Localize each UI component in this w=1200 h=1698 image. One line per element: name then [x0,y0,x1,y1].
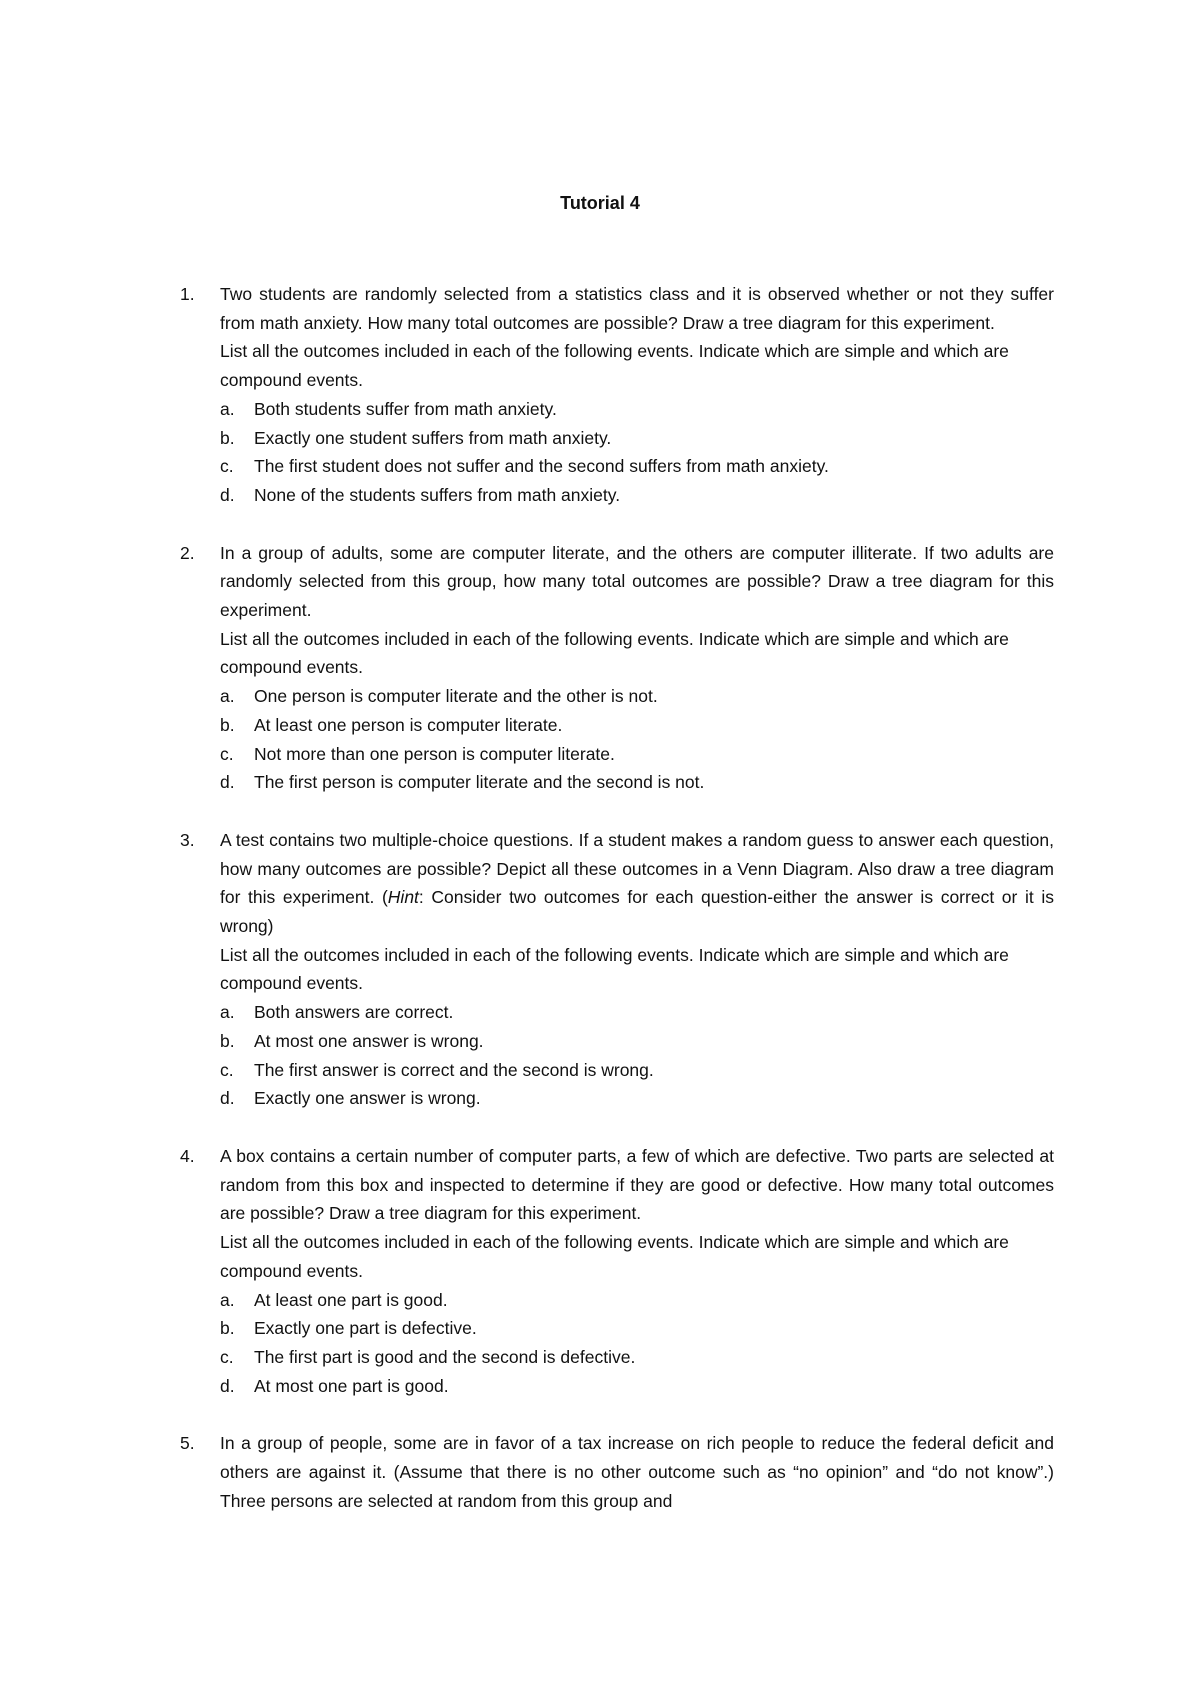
sub-question-letter: d. [220,1088,235,1109]
question-number: 5. [180,1433,195,1454]
question-instruction: List all the outcomes included in each of the following events. Indicate which are simple and which are compound events. [220,341,1009,391]
question-list [180,280,1054,1544]
sub-question-text: The first person is computer literate and the second is not. [254,772,705,793]
sub-question-list [220,998,1054,1113]
question-1 [180,280,1054,510]
question-2 [180,539,1054,797]
sub-question-text: None of the students suffers from math anxiety. [254,484,621,505]
sub-question-text: At most one answer is wrong. [254,1030,484,1051]
sub-question-letter: d. [220,772,235,793]
question-3 [180,826,1054,1113]
sub-question [220,740,1054,769]
question-text: A box contains a certain number of computer parts, a few of which are defective. Two parts are selected at random from this box and inspected to determine if they are good or defective. How many total outcomes are possible? Draw a tree diagram for this experiment. [220,1145,1054,1224]
sub-question-letter: a. [220,398,235,419]
sub-question-text: Not more than one person is computer literate. [254,743,615,764]
sub-question-text: Both answers are correct. [254,1002,454,1023]
page-title: Tutorial 4 [560,193,640,213]
sub-question [220,998,1054,1027]
sub-question-letter: d. [220,484,235,505]
sub-question-letter: c. [220,1059,234,1080]
question-text [220,826,1054,941]
sub-question [220,1343,1054,1372]
sub-question-list [220,395,1054,510]
question-instruction: List all the outcomes included in each of the following events. Indicate which are simple and which are compound events. [220,628,1009,678]
sub-question-letter: b. [220,1030,235,1051]
question-text: In a group of people, some are in favor of a tax increase on rich people to reduce the federal deficit and others are against it. (Assume that there is no other outcome such as “no opinion” and “do not know”.) Three persons are selected at random from this group and [220,1433,1054,1511]
sub-question-letter: b. [220,714,235,735]
sub-question-text: Exactly one student suffers from math anxiety. [254,427,612,448]
question-text: In a group of adults, some are computer literate, and the others are computer illiterate. If two adults are randomly selected from this group, how many total outcomes are possible? Draw a tree diagram for this experiment. [220,542,1054,621]
sub-question [220,424,1054,453]
sub-question-letter: a. [220,1002,235,1023]
sub-question-text: The first part is good and the second is defective. [254,1346,636,1367]
question-instruction: List all the outcomes included in each of the following events. Indicate which are simple and which are compound events. [220,944,1009,994]
question-number: 1. [180,284,195,304]
sub-question-text: One person is computer literate and the other is not. [254,686,658,707]
sub-question-letter: a. [220,686,235,707]
sub-question [220,481,1054,510]
sub-question [220,682,1054,711]
sub-question-text: Exactly one answer is wrong. [254,1088,481,1109]
sub-question-letter: c. [220,743,234,764]
question-number: 4. [180,1145,195,1166]
sub-question-letter: c. [220,1346,234,1367]
question-number: 3. [180,829,195,850]
sub-question-letter: d. [220,1375,235,1396]
sub-question [220,1286,1054,1315]
sub-question-letter: a. [220,1289,235,1310]
sub-question [220,1027,1054,1056]
question-5 [180,1429,1054,1515]
sub-question-text: At least one part is good. [254,1289,448,1310]
question-instruction: List all the outcomes included in each of the following events. Indicate which are simple and which are compound events. [220,1232,1009,1281]
sub-question-list [220,682,1054,797]
sub-question [220,711,1054,740]
sub-question [220,1084,1054,1113]
question-text-part: A test contains two multiple-choice questions. If a student makes a random guess to answer each question, how many outcomes are possible? Depict all these outcomes in a Venn Diagram. Also draw a tree diagram for this experiment. ( [220,829,1054,908]
sub-question-text: At most one part is good. [254,1375,449,1396]
sub-question-text: The first answer is correct and the second is wrong. [254,1059,654,1080]
question-text: Two students are randomly selected from a statistics class and it is observed whether or not they suffer from math anxiety. How many total outcomes are possible? Draw a tree diagram for this experiment. [220,284,1054,333]
question-text-part: : Consider two outcomes for each question-either the answer is correct or it is wrong) [220,887,1055,937]
sub-question-text: Exactly one part is defective. [254,1318,477,1339]
sub-question [220,395,1054,424]
question-number: 2. [180,542,195,563]
sub-question-letter: b. [220,1318,235,1339]
sub-question-text: Both students suffer from math anxiety. [254,398,557,419]
sub-question-text: At least one person is computer literate. [254,714,563,735]
sub-question-list [220,1286,1054,1401]
sub-question [220,768,1054,797]
sub-question [220,1372,1054,1401]
sub-question-text: The first student does not suffer and the second suffers from math anxiety. [254,456,829,477]
question-4 [180,1142,1054,1400]
sub-question-letter: c. [220,456,234,477]
sub-question [220,1056,1054,1085]
sub-question-letter: b. [220,427,235,448]
hint-label: Hint [387,887,419,908]
sub-question [220,1314,1054,1343]
sub-question [220,452,1054,481]
